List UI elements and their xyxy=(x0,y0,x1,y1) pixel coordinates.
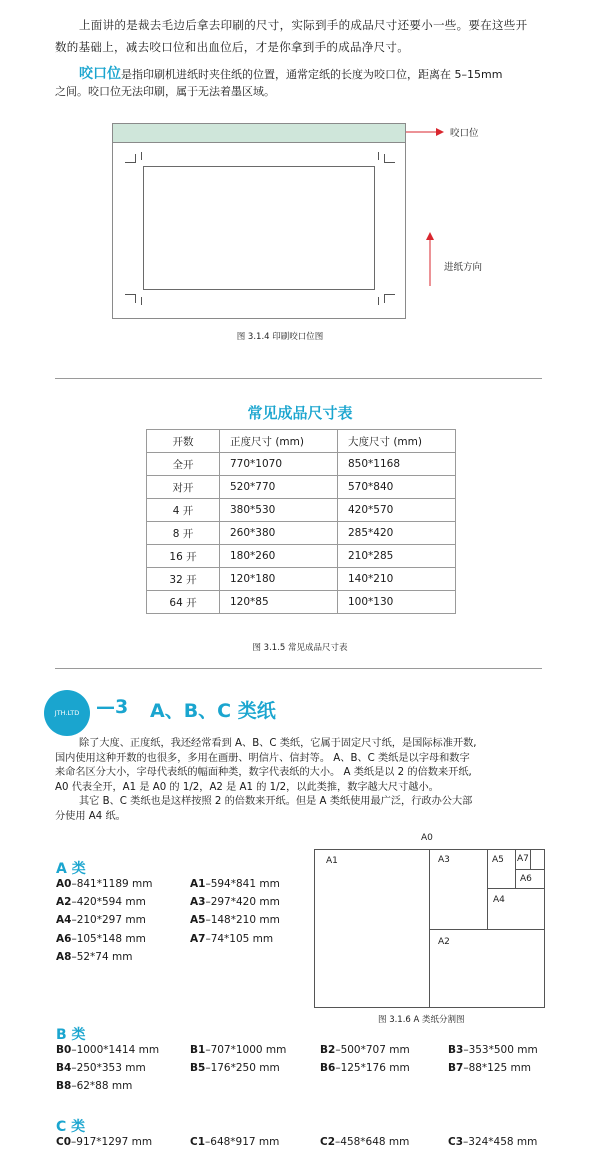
table-cell: 16 开 xyxy=(147,545,220,568)
section-number: —3 xyxy=(96,696,129,718)
a-size-item: A5–148*210 mm xyxy=(190,914,280,926)
divider xyxy=(55,668,542,669)
figure-caption-3-1-6: 图 3.1.6 A 类纸分割图 xyxy=(378,1015,465,1025)
bite-strip xyxy=(113,124,405,143)
table-cell: 180*260 xyxy=(220,545,338,568)
table-cell: 对开 xyxy=(147,476,220,499)
a6-divider xyxy=(515,869,545,870)
table-header: 大度尺寸 (mm) xyxy=(338,430,456,453)
a3-label: A3 xyxy=(438,855,450,865)
crop-mark xyxy=(135,294,136,303)
a-size-item: A8–52*74 mm xyxy=(56,951,133,963)
table-cell: 210*285 xyxy=(338,545,456,568)
a2-label: A2 xyxy=(438,937,450,947)
table-cell: 285*420 xyxy=(338,522,456,545)
c-size-item: C1–648*917 mm xyxy=(190,1136,280,1148)
a4-divider xyxy=(487,888,545,889)
a-size-item: A1–594*841 mm xyxy=(190,878,280,890)
a7-label: A7 xyxy=(517,854,529,864)
table-cell: 850*1168 xyxy=(338,453,456,476)
table-title: 常见成品尺寸表 xyxy=(247,404,353,422)
bite-diagram xyxy=(112,123,406,319)
intro-line-1: 上面讲的是裁去毛边后拿去印刷的尺寸，实际到手的成品尺寸还要小一些。要在这些开 xyxy=(79,18,528,32)
b-size-item: B8–62*88 mm xyxy=(56,1080,133,1092)
table-row xyxy=(147,591,456,614)
crop-mark xyxy=(378,297,379,305)
section-badge: JTH.LTD xyxy=(44,690,90,736)
a6-label: A6 xyxy=(520,874,532,884)
a-class-heading: A 类 xyxy=(56,861,86,877)
b-size-item: B1–707*1000 mm xyxy=(190,1044,287,1056)
section-body xyxy=(55,737,555,824)
a-size-item: A4–210*297 mm xyxy=(56,914,146,926)
bite-label: 咬口位 xyxy=(450,128,479,139)
table-cell: 64 开 xyxy=(147,591,220,614)
bite-term: 咬口位 xyxy=(79,66,121,82)
b-size-item: B0–1000*1414 mm xyxy=(56,1044,160,1056)
feed-direction-label: 进纸方向 xyxy=(444,262,483,273)
table-cell: 770*1070 xyxy=(220,453,338,476)
crop-mark xyxy=(125,162,135,163)
table-cell: 120*85 xyxy=(220,591,338,614)
b-size-item: B6–125*176 mm xyxy=(320,1062,410,1074)
body-line: 除了大度、正度纸，我还经常看到 A、B、C 类纸，它属于固定尺寸纸，是国际标准开数, xyxy=(79,738,477,749)
a-size-item: A0–841*1189 mm xyxy=(56,878,153,890)
a-size-item: A3–297*420 mm xyxy=(190,896,280,908)
b-size-item: B4–250*353 mm xyxy=(56,1062,146,1074)
crop-mark xyxy=(384,294,385,303)
table-row xyxy=(147,476,456,499)
table-cell: 570*840 xyxy=(338,476,456,499)
crop-mark xyxy=(385,294,395,295)
table-header-row xyxy=(147,430,456,453)
table-cell: 520*770 xyxy=(220,476,338,499)
c-size-item: C3–324*458 mm xyxy=(448,1136,538,1148)
b-size-item: B2–500*707 mm xyxy=(320,1044,410,1056)
table-cell: 100*130 xyxy=(338,591,456,614)
body-line: A0 代表全开，A1 是 A0 的 1/2，A2 是 A1 的 1/2，以此类推，数字越大尺寸越小。 xyxy=(55,781,439,793)
c-size-item: C0–917*1297 mm xyxy=(56,1136,153,1148)
crop-mark xyxy=(141,152,142,160)
a4-label: A4 xyxy=(493,895,505,905)
crop-mark xyxy=(378,152,379,160)
a-size-item: A6–105*148 mm xyxy=(56,933,146,945)
bite-line-2: 之间。咬口位无法印刷，属于无法着墨区域。 xyxy=(55,85,275,98)
print-area xyxy=(143,166,375,290)
table-row xyxy=(147,545,456,568)
table-cell: 4 开 xyxy=(147,499,220,522)
intro-paragraph xyxy=(55,14,555,58)
table-cell: 全开 xyxy=(147,453,220,476)
body-line: 来命名区分大小，字母代表纸的幅面种类，数字代表纸的大小。 A 类纸是以 2 的倍数来开纸, xyxy=(55,767,472,778)
table-cell: 380*530 xyxy=(220,499,338,522)
body-line: 国内使用这种开数的也很多，多用在画册、明信片、信封等。 A、B、C 类纸是以字母和数字 xyxy=(55,752,470,764)
a7-divider xyxy=(530,849,531,869)
table-cell: 32 开 xyxy=(147,568,220,591)
b-size-item: B3–353*500 mm xyxy=(448,1044,538,1056)
body-line: 分使用 A4 纸。 xyxy=(55,810,126,822)
bite-paragraph xyxy=(55,66,555,100)
bite-arrow-icon xyxy=(406,126,446,138)
divider xyxy=(55,378,542,379)
c-size-item: C2–458*648 mm xyxy=(320,1136,410,1148)
intro-line-2: 数的基础上，减去咬口位和出血位后，才是你拿到手的成品净尺寸。 xyxy=(55,40,409,54)
table-row xyxy=(147,453,456,476)
table-cell: 8 开 xyxy=(147,522,220,545)
a5-label: A5 xyxy=(492,855,504,865)
b-class-heading: B 类 xyxy=(56,1027,86,1043)
c-class-heading: C 类 xyxy=(56,1119,86,1135)
table-row xyxy=(147,499,456,522)
table-row xyxy=(147,522,456,545)
crop-mark xyxy=(384,154,385,163)
table-header: 正度尺寸 (mm) xyxy=(220,430,338,453)
crop-mark xyxy=(135,154,136,163)
a0-label: A0 xyxy=(421,833,433,843)
a-size-item: A2–420*594 mm xyxy=(56,896,146,908)
a1-label: A1 xyxy=(326,856,338,866)
b-size-item: B7–88*125 mm xyxy=(448,1062,532,1074)
table-row xyxy=(147,568,456,591)
table-cell: 420*570 xyxy=(338,499,456,522)
figure-caption-3-1-4: 图 3.1.4 印刷咬口位图 xyxy=(236,332,324,342)
a3-divider xyxy=(487,849,488,929)
crop-mark xyxy=(125,294,135,295)
a-size-item: A7–74*105 mm xyxy=(190,933,274,945)
crop-mark xyxy=(385,162,395,163)
crop-mark xyxy=(141,297,142,305)
table-cell: 140*210 xyxy=(338,568,456,591)
body-line: 其它 B、C 类纸也是这样按照 2 的倍数来开纸。但是 A 类纸使用最广泛，行政办公大部 xyxy=(79,796,473,807)
figure-caption-3-1-5: 图 3.1.5 常见成品尺寸表 xyxy=(252,643,348,653)
a2-divider xyxy=(429,929,545,930)
bite-line-1: 是指印刷机进纸时夹住纸的位置，通常定纸的长度为咬口位，距离在 5–15mm xyxy=(121,68,503,81)
section-title: A、B、C 类纸 xyxy=(150,700,276,722)
table-cell: 120*180 xyxy=(220,568,338,591)
b-size-item: B5–176*250 mm xyxy=(190,1062,280,1074)
table-cell: 260*380 xyxy=(220,522,338,545)
table-header: 开数 xyxy=(147,430,220,453)
size-table xyxy=(146,429,456,614)
feed-arrow-icon xyxy=(424,232,436,286)
